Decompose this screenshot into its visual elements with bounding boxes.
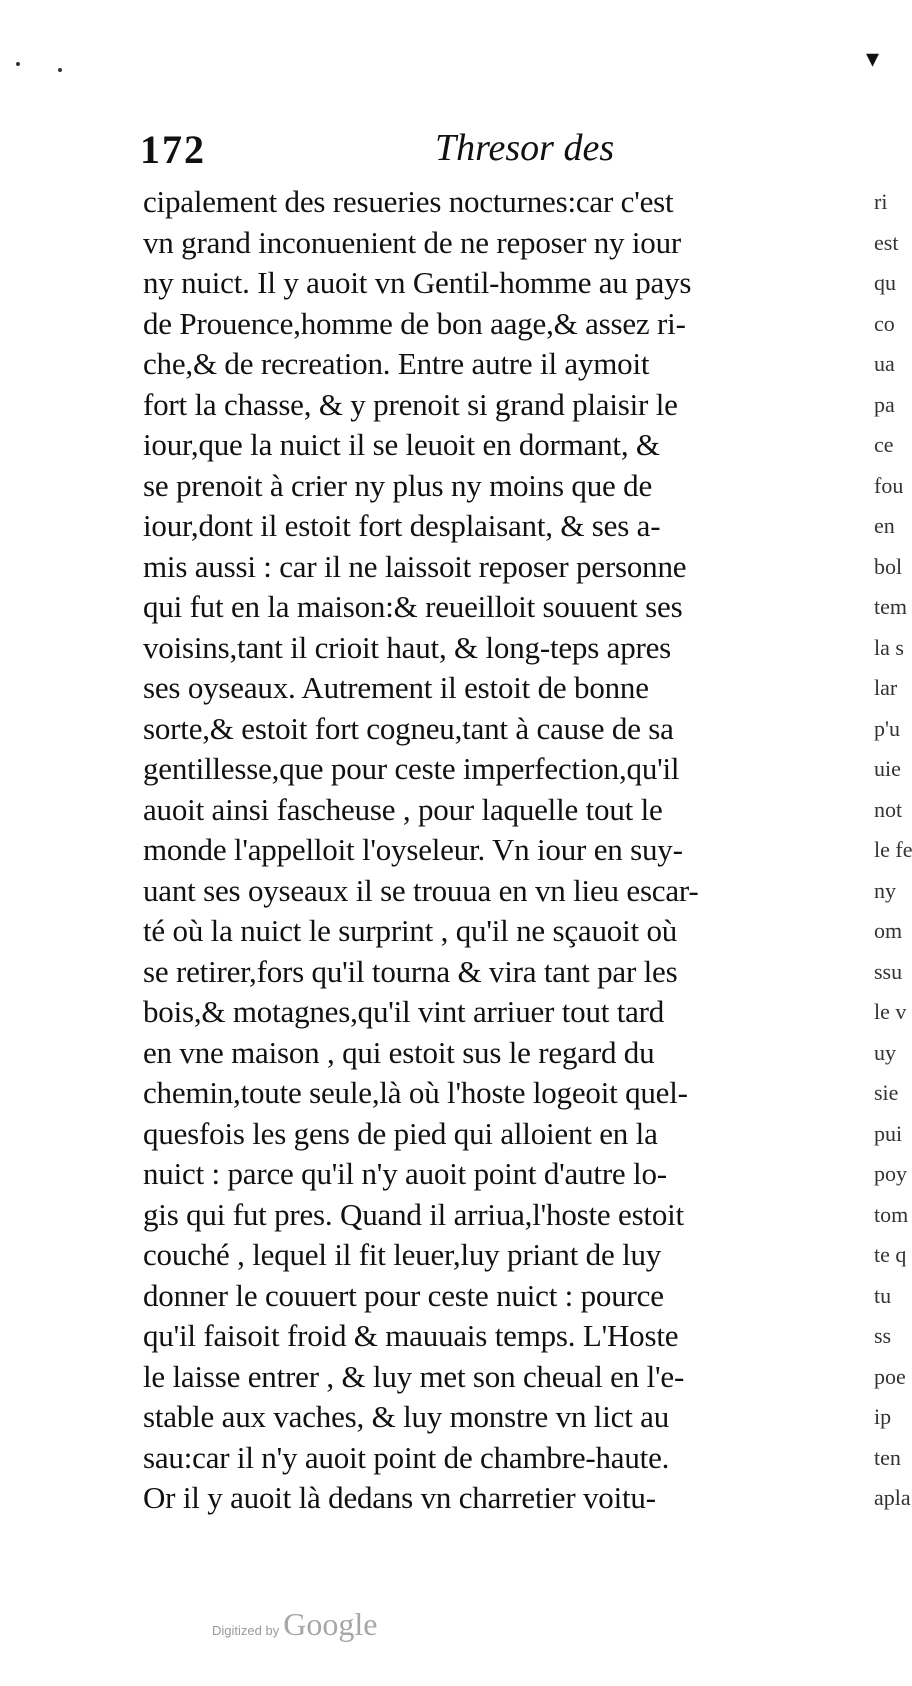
text-line: ses oyseaux. Autrement il estoit de bonne (143, 670, 649, 705)
facing-page-fragment: le fe (874, 837, 912, 862)
facing-page-fragment: ny (874, 877, 896, 903)
text-line: vn grand inconuenient de ne reposer ny iour (143, 224, 682, 260)
facing-page-bleed (874, 182, 912, 1522)
text-line: stable aux vaches, & luy monstre vn lict au (143, 1399, 670, 1434)
facing-page-fragment: la s (874, 634, 904, 660)
facing-page-fragment: pa (874, 391, 895, 417)
facing-page-fragment: est (874, 229, 899, 255)
text-line: chemin,toute seule,là où l'hoste logeoit quel- (143, 1075, 688, 1110)
text-line: qu'il faisoit froid & mauuais temps. L'Hoste (143, 1318, 679, 1353)
text-line: qui fut en la maison:& reueilloit souuent ses (143, 589, 683, 624)
facing-page-fragment: tu (874, 1282, 892, 1308)
text-line: fort la chasse, & y prenoit si grand plaisir le (143, 386, 678, 422)
facing-page-fragment: ce (874, 432, 894, 457)
google-wordmark: Google (283, 1606, 378, 1642)
text-line: auoit ainsi fascheuse , pour laquelle tout le (143, 791, 663, 827)
text-line: quesfois les gens de pied qui alloient en la (143, 1115, 658, 1151)
facing-page-fragment: te q (874, 1242, 907, 1267)
facing-page-fragment: bol (874, 553, 903, 579)
text-line: ny nuict. Il y auoit vn Gentil-homme au pays (143, 265, 692, 300)
text-line: en vne maison , qui estoit sus le regard du (143, 1034, 655, 1070)
facing-page-fragment: uie (874, 756, 901, 781)
facing-page-fragment: ip (874, 1404, 892, 1429)
text-line: monde l'appelloit l'oyseleur. Vn iour en suy- (143, 832, 683, 867)
facing-page-fragment: ten (874, 1444, 901, 1470)
facing-page-fragment: lar (874, 675, 898, 700)
text-line: cipalement des resueries nocturnes:car c'est (143, 184, 674, 219)
facing-page-fragment: om (874, 918, 903, 943)
text-line: donner le couuert pour ceste nuict : pource (143, 1277, 664, 1313)
facing-page-fragment: ua (874, 351, 895, 376)
text-line: gentillesse,que pour ceste imperfection,qu'il (143, 751, 680, 786)
ink-speck (16, 62, 20, 66)
text-line: iour,que la nuict il se leuoit en dormant, & (143, 427, 660, 462)
text-line: gis qui fut pres. Quand il arriua,l'hoste estoit (143, 1196, 684, 1232)
facing-page-fragment: pui (874, 1120, 903, 1146)
ink-speck (58, 68, 62, 72)
running-title: Thresor des (435, 127, 615, 169)
text-line: iour,dont il estoit fort desplaisant, & ses a- (143, 508, 661, 543)
text-line: uant ses oyseaux il se trouua en vn lieu escar- (143, 872, 699, 908)
text-line: sau:car il n'y auoit point de chambre-haute. (143, 1439, 670, 1475)
facing-page-fragment: p'u (874, 715, 900, 741)
corner-mark: ▾ (866, 44, 880, 74)
page-number: 172 (140, 127, 206, 172)
facing-page-fragment: not (874, 796, 903, 822)
text-line: bois,& motagnes,qu'il vint arriuer tout tard (143, 994, 665, 1029)
facing-page-fragment: ssu (874, 958, 903, 984)
facing-page-fragment: ss (874, 1323, 892, 1348)
text-line: mis aussi : car il ne laissoit reposer personne (143, 548, 687, 584)
facing-page-fragment: poy (874, 1161, 907, 1186)
body-text (143, 182, 833, 1519)
text-line: té où la nuict le surprint , qu'il ne sçauoit où (143, 913, 678, 948)
page-header (140, 126, 830, 182)
facing-page-fragment: co (874, 310, 895, 336)
facing-page-fragment: poe (874, 1363, 906, 1389)
text-line: de Prouence,homme de bon aage,& assez ri- (143, 305, 686, 341)
text-line: couché , lequel il fit leuer,luy priant de luy (143, 1237, 662, 1272)
text-line: nuict : parce qu'il n'y auoit point d'autre lo- (143, 1156, 667, 1191)
text-line: che,& de recreation. Entre autre il aymoit (143, 346, 650, 381)
facing-page-fragment: qu (874, 270, 896, 295)
text-line: sorte,& estoit fort cogneu,tant à cause de sa (143, 710, 674, 746)
digitized-by-google (212, 1606, 377, 1646)
text-line: se prenoit à crier ny plus ny moins que de (143, 467, 653, 503)
text-line: se retirer,fors qu'il tourna & vira tant par les (143, 953, 678, 989)
facing-page-fragment: en (874, 513, 895, 538)
digitized-label: Digitized by (212, 1623, 280, 1638)
facing-page-fragment: uy (874, 1039, 896, 1065)
text-line: Or il y auoit là dedans vn charretier voitu- (143, 1480, 656, 1515)
facing-page-fragment: sie (874, 1080, 899, 1105)
text-line: le laisse entrer , & luy met son cheual en l'e- (143, 1358, 685, 1394)
facing-page-fragment: le v (874, 999, 907, 1024)
facing-page-fragment: ri (874, 189, 888, 214)
facing-page-fragment: tem (874, 594, 907, 619)
facing-page-fragment: tom (874, 1201, 909, 1227)
facing-page-fragment: apla (874, 1485, 911, 1510)
text-line: voisins,tant il crioit haut, & long-teps apres (143, 629, 672, 665)
facing-page-fragment: fou (874, 472, 904, 498)
